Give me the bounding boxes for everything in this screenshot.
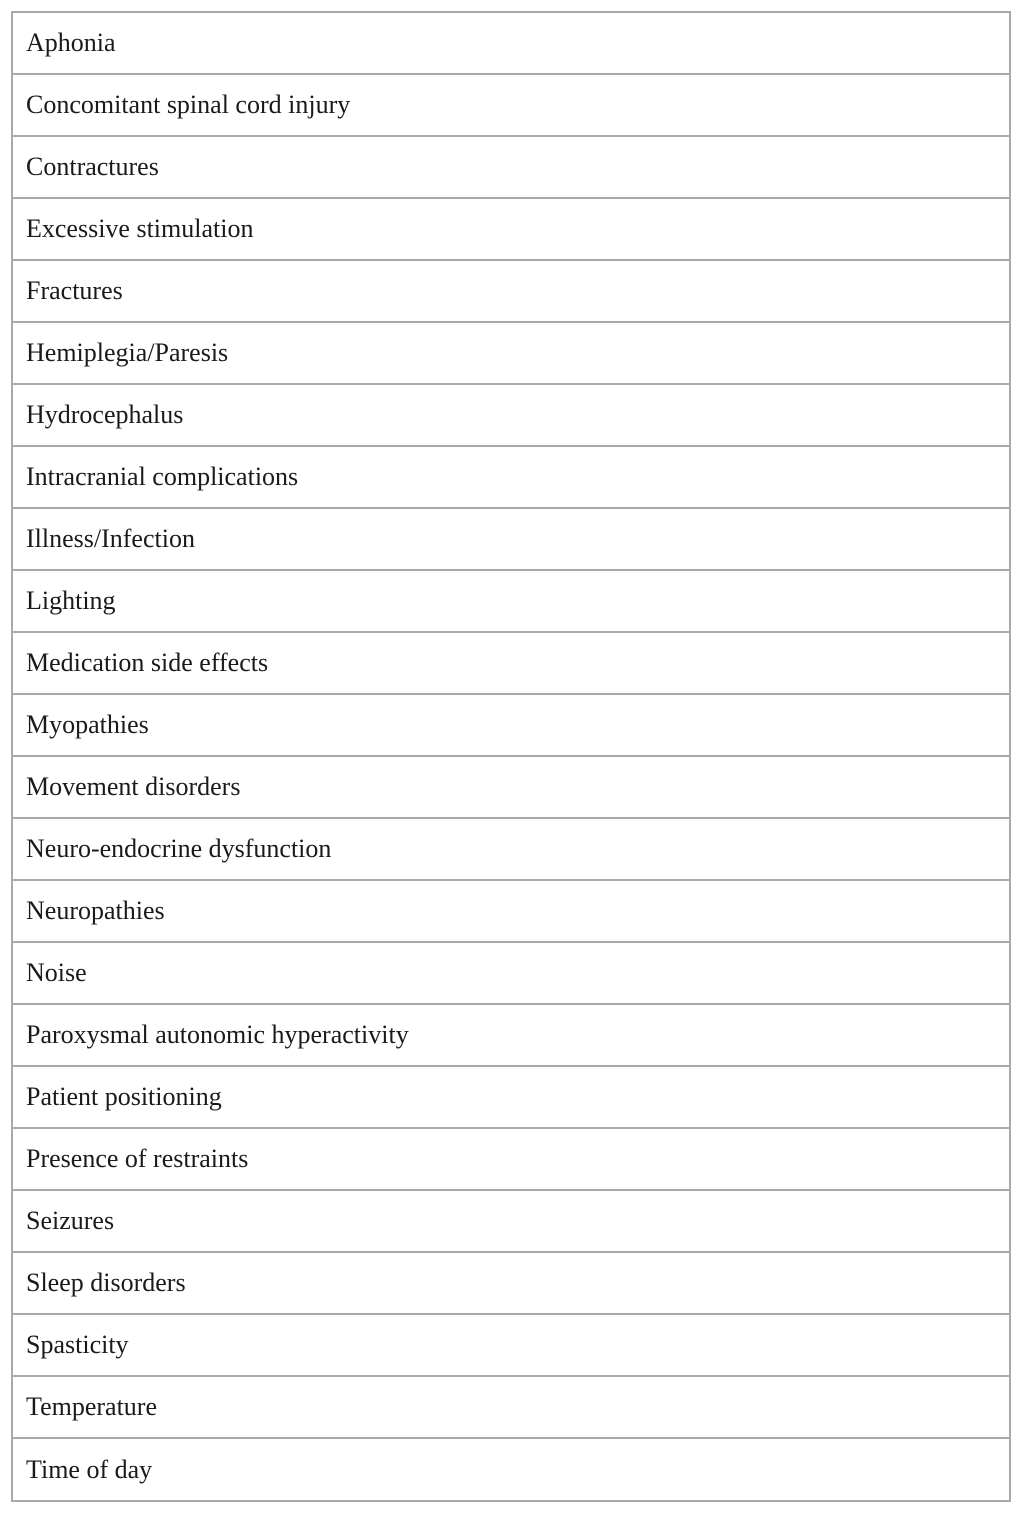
table-row bbox=[13, 694, 1009, 756]
table-cell: Concomitant spinal cord injury bbox=[13, 74, 1009, 136]
table-cell: Lighting bbox=[13, 570, 1009, 632]
table-cell: Paroxysmal autonomic hyperactivity bbox=[13, 1004, 1009, 1066]
table-row bbox=[13, 756, 1009, 818]
table-row bbox=[13, 508, 1009, 570]
table-row bbox=[13, 632, 1009, 694]
table-cell: Movement disorders bbox=[13, 756, 1009, 818]
table-cell: Presence of restraints bbox=[13, 1128, 1009, 1190]
table-cell: Seizures bbox=[13, 1190, 1009, 1252]
table-cell: Neuro-endocrine dysfunction bbox=[13, 818, 1009, 880]
table-row bbox=[13, 880, 1009, 942]
table-row bbox=[13, 446, 1009, 508]
table-cell: Medication side effects bbox=[13, 632, 1009, 694]
table-cell: Neuropathies bbox=[13, 880, 1009, 942]
table-row bbox=[13, 1190, 1009, 1252]
table-row bbox=[13, 136, 1009, 198]
table-row bbox=[13, 1252, 1009, 1314]
table-cell: Spasticity bbox=[13, 1314, 1009, 1376]
table-row bbox=[13, 384, 1009, 446]
table-cell: Contractures bbox=[13, 136, 1009, 198]
table-row bbox=[13, 1128, 1009, 1190]
table-cell: Patient positioning bbox=[13, 1066, 1009, 1128]
table-row bbox=[13, 322, 1009, 384]
table-row bbox=[13, 1314, 1009, 1376]
table-row bbox=[13, 198, 1009, 260]
table-row bbox=[13, 818, 1009, 880]
table-row bbox=[13, 260, 1009, 322]
table-row bbox=[13, 1376, 1009, 1438]
table-cell: Illness/Infection bbox=[13, 508, 1009, 570]
table-cell: Fractures bbox=[13, 260, 1009, 322]
table-cell: Aphonia bbox=[26, 28, 116, 57]
table-cell: Sleep disorders bbox=[13, 1252, 1009, 1314]
table-row bbox=[13, 74, 1009, 136]
table-cell: Time of day bbox=[13, 1438, 1009, 1500]
table-row bbox=[13, 942, 1009, 1004]
factors-table-grid bbox=[13, 13, 1009, 1500]
table-row bbox=[13, 1438, 1009, 1500]
table-cell: Myopathies bbox=[13, 694, 1009, 756]
table-cell: Intracranial complications bbox=[13, 446, 1009, 508]
table-row bbox=[13, 570, 1009, 632]
table-row bbox=[13, 1066, 1009, 1128]
table-body bbox=[13, 13, 1009, 1500]
table-cell: Excessive stimulation bbox=[13, 198, 1009, 260]
table-cell: Noise bbox=[13, 942, 1009, 1004]
table-row bbox=[13, 1004, 1009, 1066]
table-cell: Hemiplegia/Paresis bbox=[13, 322, 1009, 384]
table-cell: Temperature bbox=[13, 1376, 1009, 1438]
table-cell: Hydrocephalus bbox=[13, 384, 1009, 446]
factors-table bbox=[11, 11, 1011, 1502]
table-row bbox=[13, 13, 1009, 74]
